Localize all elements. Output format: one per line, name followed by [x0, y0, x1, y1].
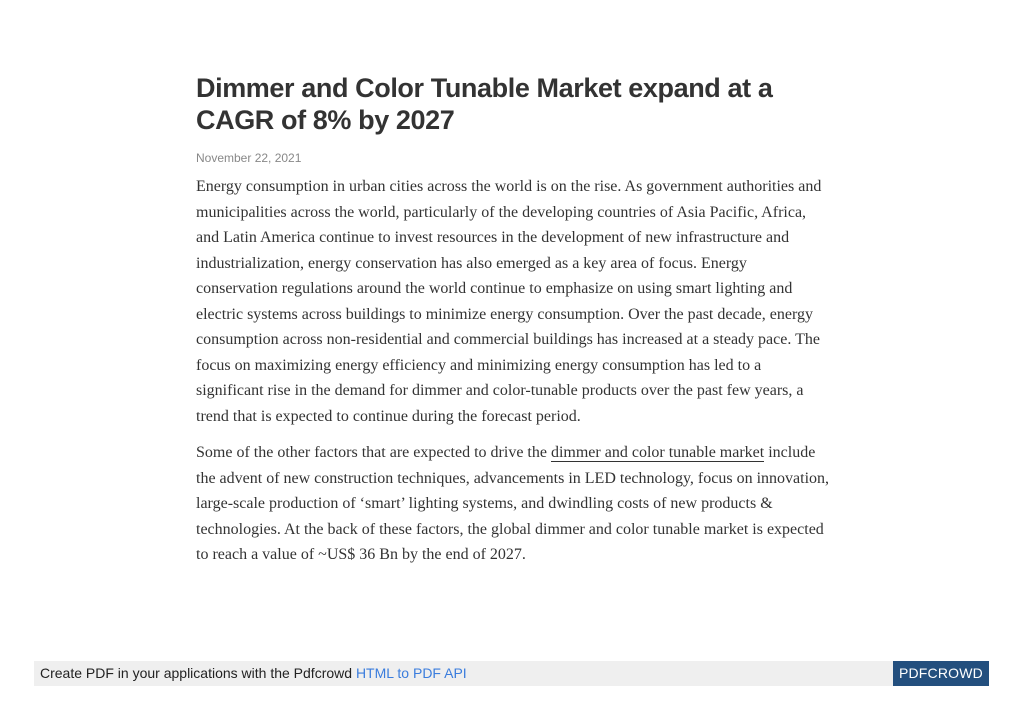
article-title: Dimmer and Color Tunable Market expand at a CAGR of 8% by 2027	[196, 73, 773, 135]
paragraph-text: Some of the other factors that are expected to drive the	[196, 444, 551, 461]
html-to-pdf-api-link[interactable]: HTML to PDF API	[355, 665, 467, 681]
footer-label: Create PDF in your applications with the Pdfcrowd	[40, 665, 356, 681]
article-date: November 22, 2021	[196, 151, 302, 165]
pdfcrowd-footer	[34, 661, 989, 686]
article	[196, 72, 832, 568]
article-paragraph	[196, 440, 832, 568]
paragraph-text: include the advent of new construction techniques, advancements in LED technology, focus on innovation, large-scale production of ‘smart’ lighting systems, and dwindling costs of new products & technologies. At the back of these factors, the global dimmer and color tunable market is expected to reach a value of ~US$ 36 Bn by the end of 2027.	[196, 444, 830, 563]
footer-text	[40, 665, 467, 682]
market-link[interactable]: dimmer and color tunable market	[550, 444, 765, 461]
article-paragraph: Energy consumption in urban cities across the world is on the rise. As government authorities and municipalities across the world, particularly of the developing countries of Asia Pacific, Africa, and Latin America continue to invest resources in the development of new infrastructure and industrialization, energy conservation has also emerged as a key area of focus. Energy conservation regulations around the world continue to emphasize on using smart lighting and electric systems across buildings to minimize energy consumption. Over the past decade, energy consumption across non-residential and commercial buildings has increased at a steady pace. The focus on maximizing energy efficiency and minimizing energy consumption has led to a significant rise in the demand for dimmer and color-tunable products over the past few years, a trend that is expected to continue during the forecast period.	[196, 178, 822, 425]
pdfcrowd-brand-link[interactable]: PDFCROWD	[893, 661, 989, 686]
